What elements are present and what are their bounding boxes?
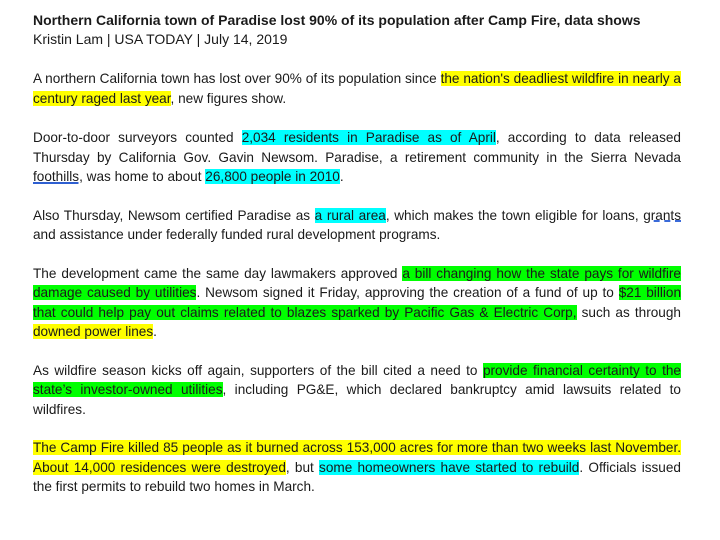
text-run: . Officials issued the first permits to rebuild two homes in March. xyxy=(33,459,681,494)
article xyxy=(33,11,681,497)
paragraph-4 xyxy=(33,264,681,342)
article-byline: Kristin Lam | USA TODAY | July 14, 2019 xyxy=(33,31,288,47)
highlight-green: a bill changing how the state pays for wildfire damage caused by utilities xyxy=(33,265,681,300)
paragraph-6 xyxy=(33,438,681,497)
text-run: . xyxy=(339,169,344,184)
paragraph-3 xyxy=(33,206,681,245)
text-run: . Newsom signed it Friday, approving the creation of a fund of up to xyxy=(196,285,619,300)
text-run: . xyxy=(153,324,157,339)
highlight-green: provide financial certainty to the state’s investor-owned utilities xyxy=(33,362,681,397)
article-headline: Northern California town of Paradise lost 90% of its population after Camp Fire, data shows xyxy=(33,12,641,28)
highlight-cyan: 26,800 people in 2010 xyxy=(205,169,340,184)
grammar-underline[interactable]: grants xyxy=(643,207,681,223)
highlight-cyan: 2,034 residents in Paradise as of April xyxy=(241,130,496,145)
text-run: and assistance under federally funded rural development programs. xyxy=(33,227,441,242)
text-run: The development came the same day lawmakers approved xyxy=(33,265,403,281)
highlight-cyan: some homeowners have started to rebuild xyxy=(319,459,580,475)
highlight-yellow: the nation's deadliest wildfire in nearly a century raged last year xyxy=(33,71,681,106)
text-run: A northern California town has lost over 90% of its population since xyxy=(33,71,441,86)
grammar-underline[interactable]: foothills, xyxy=(33,169,83,184)
paragraph-1 xyxy=(33,69,681,108)
text-run: , including PG&E, which declared bankruptcy amid lawsuits related to wildfires. xyxy=(33,382,681,417)
highlight-cyan: a rural area xyxy=(314,207,386,223)
highlight-yellow: downed power lines xyxy=(33,324,154,339)
highlight-green: $21 billion that could help pay out claims related to blazes sparked by Pacific Gas & Electric Corp, xyxy=(33,285,682,320)
text-run: , according to data released Thursday by California Gov. Gavin Newsom. Paradise, a retirement community in the Sierra Nevada xyxy=(33,130,681,165)
text-run: such as through xyxy=(576,304,681,320)
text-run: , but xyxy=(285,459,320,475)
text-run: , new figures show. xyxy=(170,90,287,106)
text-run: Also Thursday, Newsom certified Paradise as xyxy=(33,207,315,223)
text-run: Door-to-door surveyors counted xyxy=(33,130,242,145)
paragraph-5 xyxy=(33,361,681,420)
highlight-yellow: The Camp Fire killed 85 people as it burned across 153,000 acres for more than two weeks last November. About 14,000 residences were destroyed xyxy=(33,440,681,475)
text-run: was home to about xyxy=(82,169,206,184)
paragraph-2 xyxy=(33,128,681,187)
text-run: As wildfire season kicks off again, supporters of the bill cited a need to xyxy=(33,362,483,378)
text-run: , which makes the town eligible for loans, xyxy=(385,207,644,223)
